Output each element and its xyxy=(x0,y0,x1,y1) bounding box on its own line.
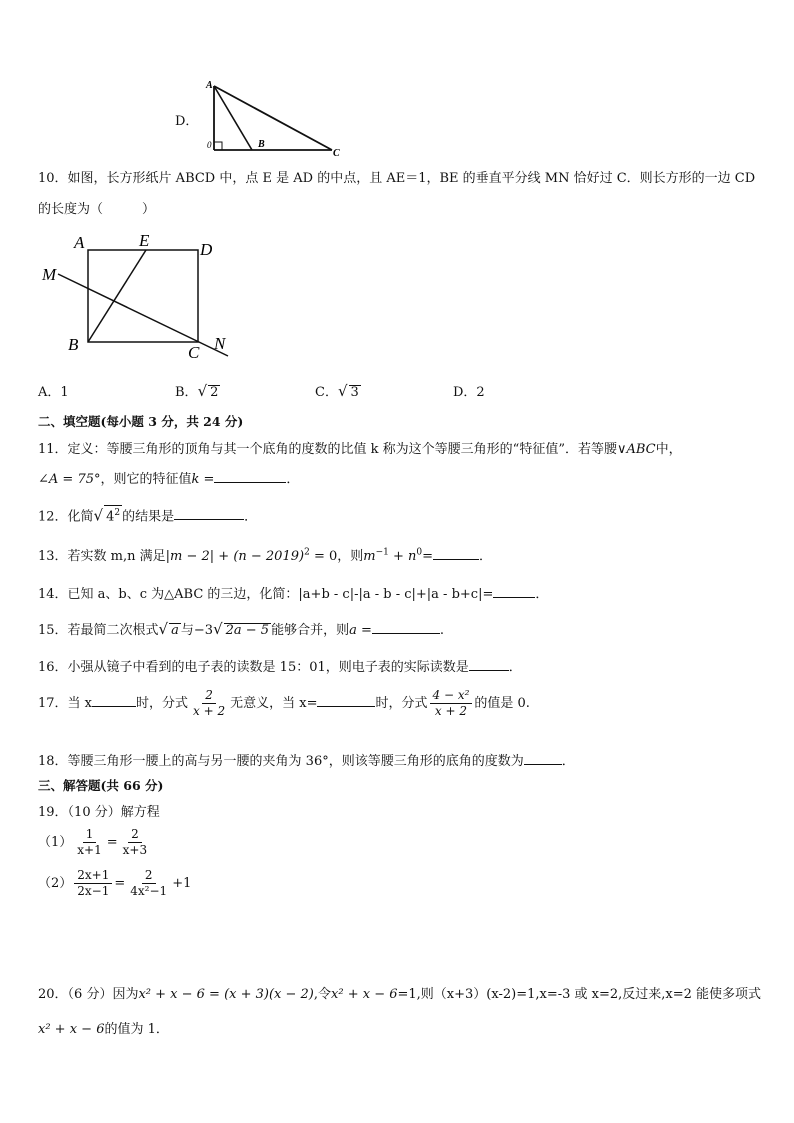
q17-mid3: 时，分式 xyxy=(375,696,428,711)
q10-option-c-radicand: 3 xyxy=(350,385,359,400)
q9-label-c: C xyxy=(333,148,340,158)
q13-answer-blank[interactable] xyxy=(433,547,479,560)
q10-option-b: B．√ 2 xyxy=(175,382,219,400)
q12: 12．化简√ $4^2$ 的结果是 ． xyxy=(38,506,258,525)
q10-label-d: D xyxy=(200,240,213,259)
q17-f1-den: x + 2 xyxy=(193,704,226,718)
q11-end: ． xyxy=(286,472,300,487)
q17-fraction-1 xyxy=(190,688,228,719)
q19-p1-ln: 1 xyxy=(83,827,97,843)
q9-label-o: 0 xyxy=(207,140,212,150)
q10-label-a: A xyxy=(74,233,85,252)
q17-post: 的值是 0. xyxy=(474,696,530,711)
q17-blank-1[interactable] xyxy=(92,694,136,707)
q11-text: 11．定义：等腰三角形的顶角与其一个底角的度数的比值 k 称为这个等腰三角形的“特征值”．若等腰 xyxy=(38,442,617,457)
q11-line2-text: ，则它的特征值 xyxy=(100,472,192,487)
q10-option-a: A．1 xyxy=(38,385,69,400)
q13-end: ． xyxy=(479,549,493,564)
q10-line-mn xyxy=(58,274,228,356)
section-2-title: 二、填空题(每小题 3 分，共 24 分) xyxy=(38,414,244,429)
q12-post: 的结果是 xyxy=(122,509,175,525)
q16-text: 16．小强从镜子中看到的电子表的读数是 15：01，则电子表的实际读数是 xyxy=(38,660,469,675)
q11-line1: 11．定义：等腰三角形的顶角与其一个底角的度数的比值 k 称为这个等腰三角形的“特征值”．若等腰∨ABC中， xyxy=(38,442,682,457)
q13-pre: 13．若实数 m,n 满足 xyxy=(38,549,166,564)
q17-f2-den: x + 2 xyxy=(434,704,467,718)
q19-p2-label: （2） xyxy=(38,876,73,891)
q20-pre: 20．（6 分）因为 xyxy=(38,987,139,1002)
q20-line2-post: 的值为 1． xyxy=(104,1022,169,1037)
q10-option-b-radicand: 2 xyxy=(210,385,219,400)
q10-line2: 的长度为（ ） xyxy=(38,202,156,217)
q19-p1-rn: 2 xyxy=(128,827,142,843)
q14-answer-blank[interactable] xyxy=(493,585,535,598)
q16-end: ． xyxy=(508,660,522,675)
q9-line-ac xyxy=(214,86,332,150)
q12-radicand: 4 xyxy=(106,509,115,525)
q20-mid2: =1,则（x+3）(x-2)=1,x=-3 或 x=2,反过来,x=2 能使多项式 xyxy=(397,987,762,1002)
q15-end: . xyxy=(439,623,445,638)
q10-option-b-label: B． xyxy=(175,385,198,400)
q15-rad2: 2a − 5 xyxy=(225,623,270,638)
q13-eq: = xyxy=(422,549,434,564)
q15-post: 能够合并，则 xyxy=(271,623,350,638)
q9-figure xyxy=(200,78,345,158)
q19-p1-rd: x+3 xyxy=(122,843,148,857)
q16-answer-blank[interactable] xyxy=(469,658,509,671)
section-3-title: 三、解答题(共 66 分) xyxy=(38,778,164,793)
q20-line1 xyxy=(38,983,761,1002)
q19-p1-left-fraction xyxy=(74,827,104,858)
q17-mid2: 无意义，当 x= xyxy=(230,696,318,711)
q10-option-d: D．2 xyxy=(453,385,485,400)
q11-line1-end: 中， xyxy=(655,442,682,457)
q19-p1-eq: = xyxy=(106,835,118,850)
q13-n: + n xyxy=(388,549,417,564)
q15-var: a = xyxy=(349,623,372,638)
q20-line2-expr: x² + x − 6 xyxy=(38,1022,105,1037)
q19-p2-ln: 2x+1 xyxy=(74,868,112,884)
q10-label-c: C xyxy=(188,343,200,358)
q20-expr2: x² + x − 6 xyxy=(331,987,398,1002)
q14 xyxy=(38,583,548,602)
q10-option-c: C．√ 3 xyxy=(315,382,359,400)
q13-exp-m: −1 xyxy=(375,547,389,558)
q20-expr1: x² + x − 6 = (x + 3)(x − 2) xyxy=(138,987,314,1002)
q19-title: 19．（10 分）解方程 xyxy=(38,805,160,820)
q11-k: k = xyxy=(191,472,215,487)
q18-answer-blank[interactable] xyxy=(524,752,562,765)
q10-label-n: N xyxy=(214,334,226,353)
q13 xyxy=(38,545,492,564)
q13-expr: |m − 2| + (n − 2019) xyxy=(165,549,305,564)
q12-end: ． xyxy=(244,509,258,525)
q19-p2-rn: 2 xyxy=(142,868,156,884)
q9-right-angle-mark xyxy=(214,142,222,150)
q11-answer-blank[interactable] xyxy=(214,470,286,483)
q9-label-a: A xyxy=(206,80,213,91)
q11-line2 xyxy=(38,468,299,487)
q16 xyxy=(38,656,522,675)
q19-p2-ld: 2x−1 xyxy=(77,884,110,898)
q20-line2 xyxy=(38,1018,169,1037)
q19-part2 xyxy=(38,868,191,899)
q10-label-e: E xyxy=(139,231,150,250)
q17-blank-2[interactable] xyxy=(317,694,375,707)
q15-mid: 与 xyxy=(180,623,194,638)
q14-text: 14．已知 a、b、c 为△ABC 的三边，化简：|a+b - c|-|a - b - c|+|a - b+c|= xyxy=(38,587,494,602)
q18-end: ． xyxy=(561,754,575,769)
q17-f1-num: 2 xyxy=(202,688,216,704)
q13-exp: 2 xyxy=(304,547,310,558)
q17-f2-num: 4 − x² xyxy=(430,688,473,704)
q11-triangle: ABC xyxy=(626,442,656,457)
q12-answer-blank[interactable] xyxy=(174,507,244,520)
q13-exp-n: 0 xyxy=(416,547,423,558)
q14-end: ． xyxy=(535,587,549,602)
q19-p2-tail: +1 xyxy=(172,876,192,891)
q17-mid1: 时，分式 xyxy=(136,696,189,711)
q19-p2-eq: = xyxy=(114,876,126,891)
q15-pre: 15．若最简二次根式 xyxy=(38,623,159,638)
q19-p2-right-fraction xyxy=(127,868,170,899)
q10-line1: 10．如图，长方形纸片 ABCD 中，点 E 是 AD 的中点，且 AE＝1，BE 的垂直平分线 MN 恰好过 C．则长方形的一边 CD xyxy=(38,171,756,186)
q19-p1-ld: x+1 xyxy=(77,843,102,857)
q12-exp: 2 xyxy=(114,508,121,518)
q12-pre: 12．化简 xyxy=(38,509,94,525)
q18-text: 18．等腰三角形一腰上的高与另一腰的夹角为 36°，则该等腰三角形的底角的度数为 xyxy=(38,754,524,769)
q15-answer-blank[interactable] xyxy=(372,621,440,634)
q15-coef: −3 xyxy=(193,623,214,638)
q17-fraction-2 xyxy=(430,688,473,719)
q18 xyxy=(38,750,575,769)
q19-p2-rd: 4x²−1 xyxy=(130,884,168,898)
q15: 15．若最简二次根式√ a 与−3√ 2a − 5 能够合并，则a = . xyxy=(38,620,445,638)
q19-p1-label: （1） xyxy=(38,835,73,850)
q10-label-b: B xyxy=(68,335,79,354)
q13-mid: = 0，则 xyxy=(309,549,364,564)
q9-label-b: B xyxy=(258,139,265,150)
q19-p2-left-fraction xyxy=(74,868,112,899)
q15-rad1: a xyxy=(171,623,179,638)
q20-mid1: ,令 xyxy=(313,987,332,1002)
q19-part1 xyxy=(38,827,152,858)
q11-angle: ∠A = 75° xyxy=(38,472,101,487)
q17-pre: 17．当 x xyxy=(38,696,93,711)
q13-m: m xyxy=(363,549,376,564)
q12-radical xyxy=(104,505,122,524)
q10-option-c-label: C． xyxy=(315,385,338,400)
q19-p1-right-fraction xyxy=(120,827,150,858)
q17 xyxy=(38,688,530,719)
q10-label-m: M xyxy=(42,265,57,284)
q10-figure xyxy=(38,228,238,358)
q10-line-be xyxy=(88,250,146,342)
q9-option-d: D． xyxy=(175,114,199,129)
